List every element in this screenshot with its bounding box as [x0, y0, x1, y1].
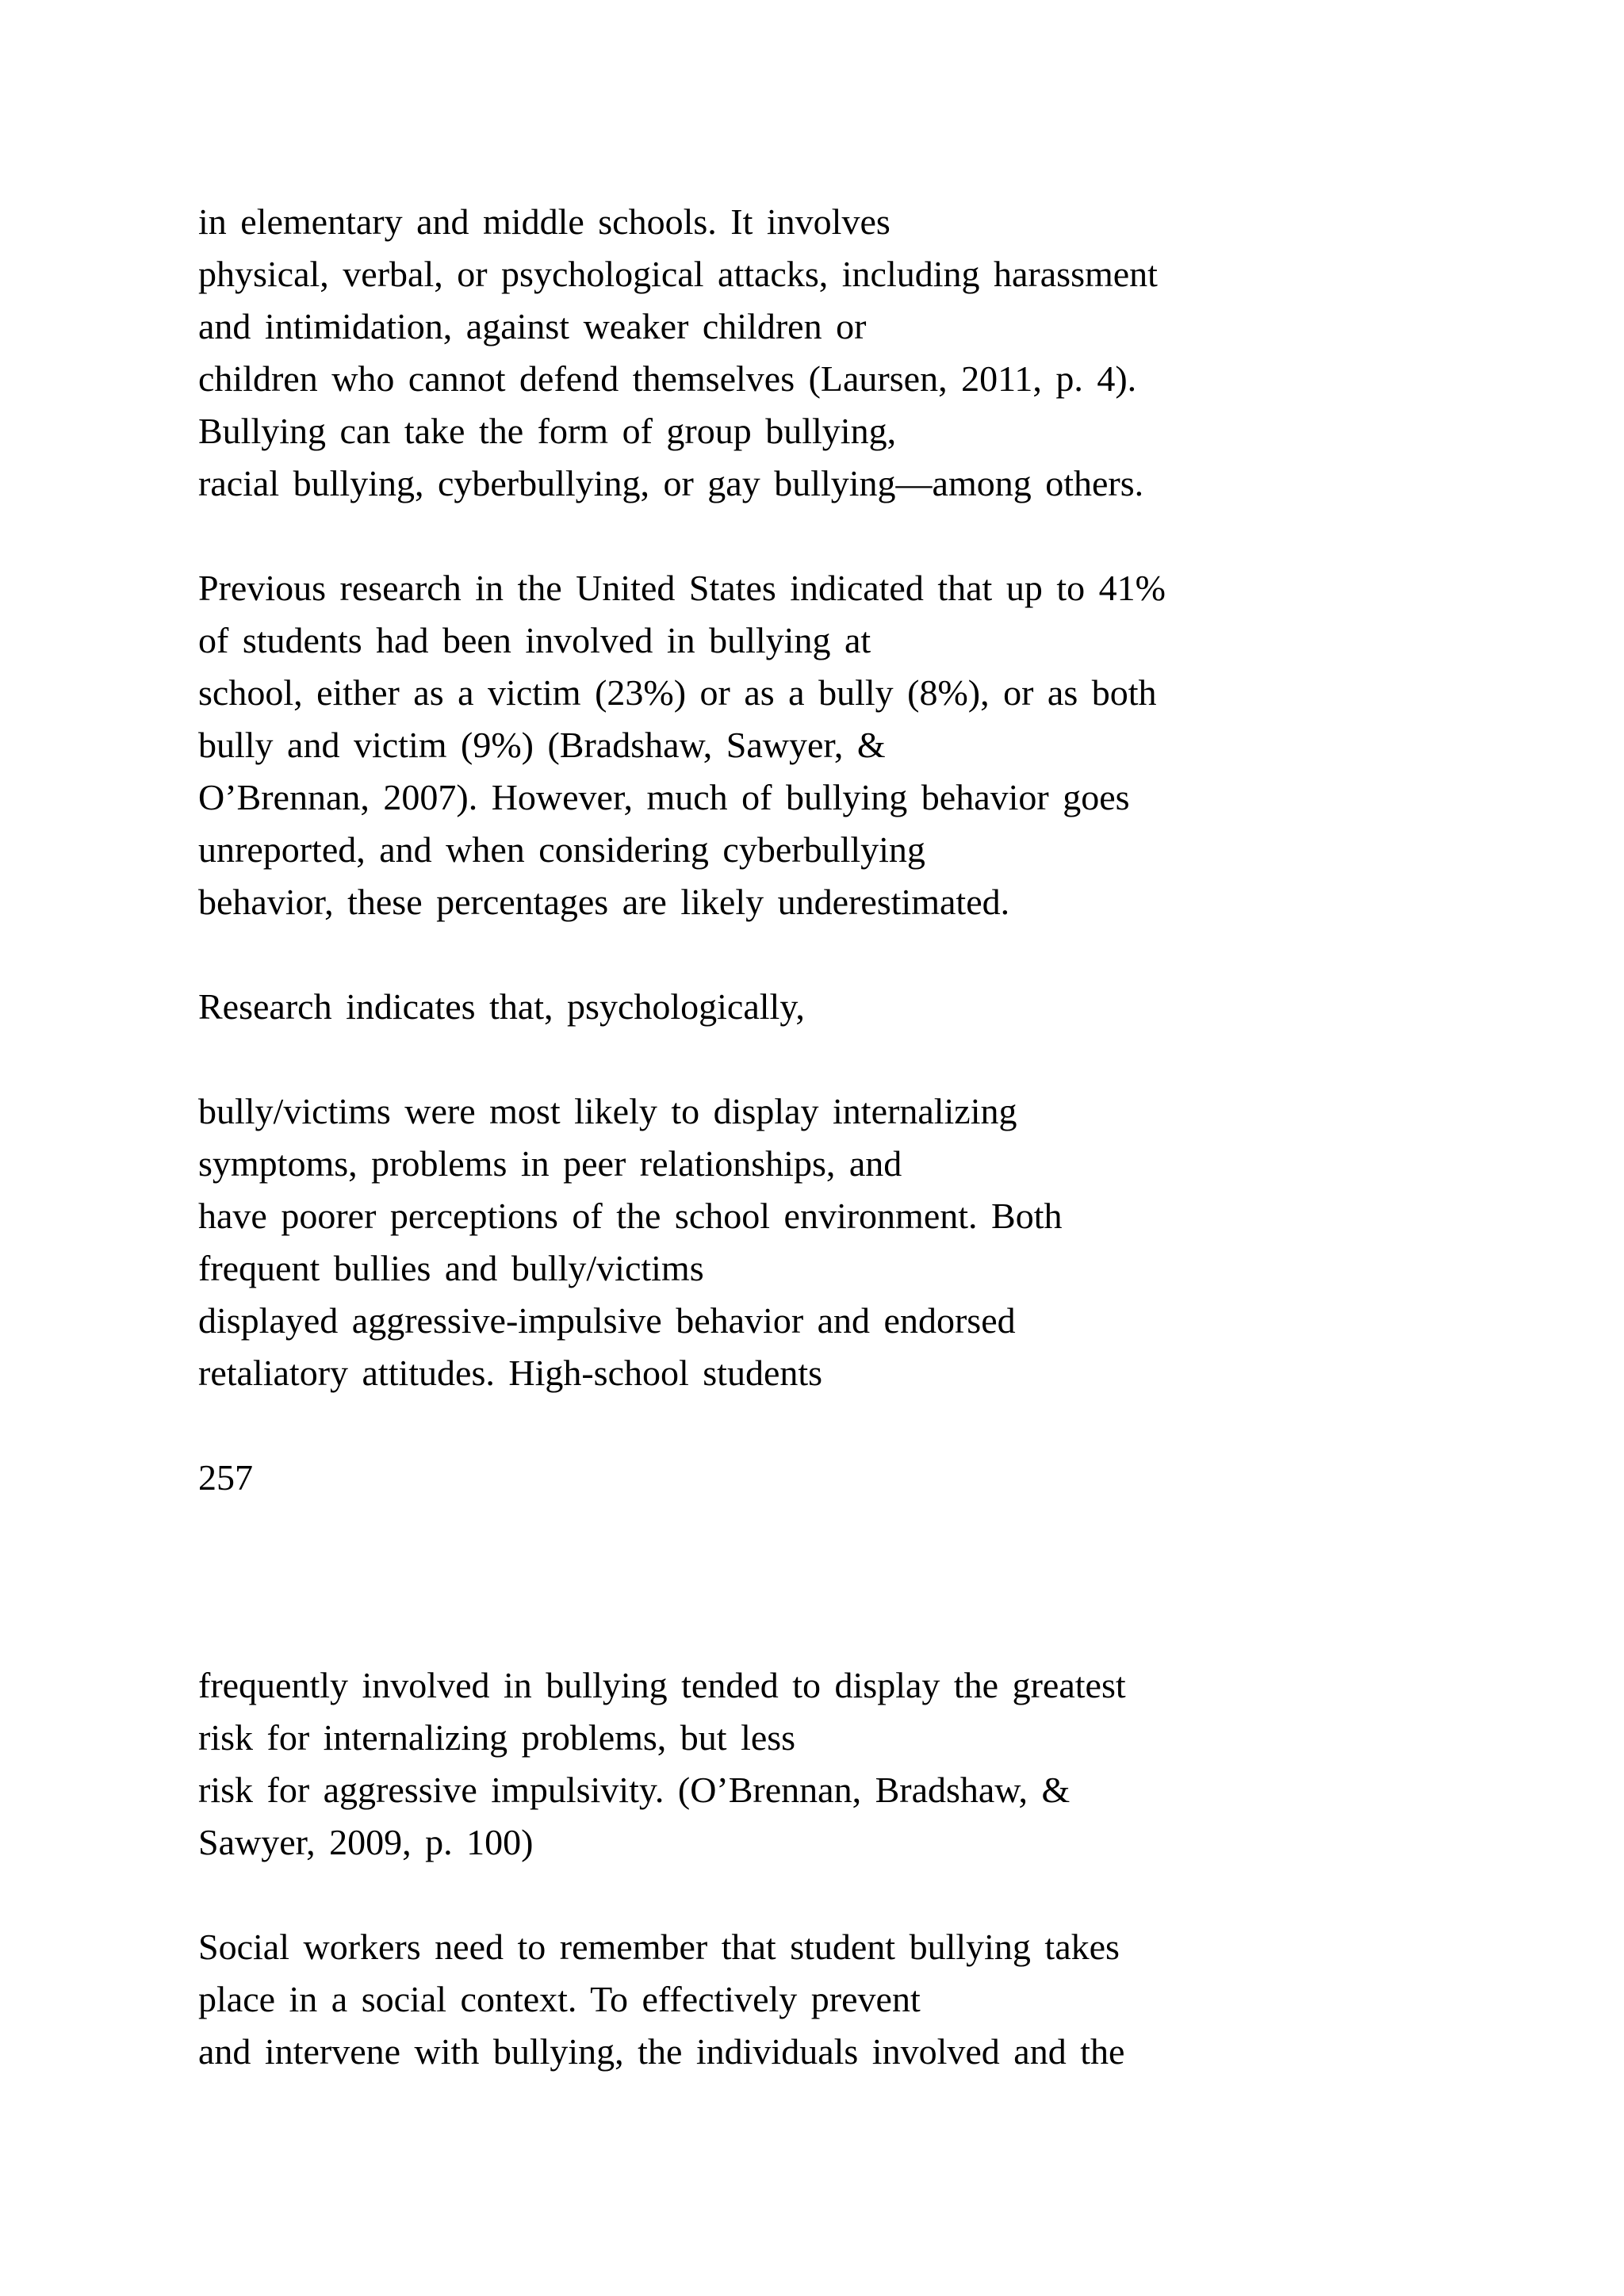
text-line: bully/victims were most likely to display internalizing — [198, 1091, 1017, 1131]
text-line: displayed aggressive-impulsive behavior and endorsed — [198, 1300, 1016, 1341]
text-line: bully and victim (9%) (Bradshaw, Sawyer, & — [198, 725, 886, 765]
text-line: place in a social context. To effectively prevent — [198, 1979, 921, 2019]
text-line: children who cannot defend themselves (Laursen, 2011, p. 4). — [198, 358, 1137, 399]
text-line: in elementary and middle schools. It involves — [198, 201, 891, 242]
text-line: Sawyer, 2009, p. 100) — [198, 1822, 534, 1862]
page-number: 257 — [198, 1457, 253, 1498]
text-line: physical, verbal, or psychological attacks, including harassment — [198, 254, 1158, 294]
text-line: unreported, and when considering cyberbullying — [198, 829, 925, 870]
text-line: school, either as a victim (23%) or as a bully (8%), or as both — [198, 672, 1157, 713]
text-line: Previous research in the United States indicated that up to 41% — [198, 568, 1166, 608]
text-line: symptoms, problems in peer relationships, and — [198, 1143, 902, 1184]
text-line: behavior, these percentages are likely underestimated. — [198, 882, 1010, 922]
text-line: Social workers need to remember that student bullying takes — [198, 1927, 1120, 1967]
text-line: frequently involved in bullying tended to display the greatest — [198, 1665, 1126, 1705]
text-line: Bullying can take the form of group bullying, — [198, 411, 897, 451]
text-line: of students had been involved in bullying at — [198, 620, 871, 660]
text-line: O’Brennan, 2007). However, much of bullying behavior goes — [198, 777, 1130, 817]
text-line: and intervene with bullying, the individuals involved and the — [198, 2031, 1125, 2072]
text-line: frequent bullies and bully/victims — [198, 1248, 704, 1288]
text-line: racial bullying, cyberbullying, or gay bullying—among others. — [198, 463, 1144, 503]
text-line: risk for aggressive impulsivity. (O’Brennan, Bradshaw, & — [198, 1770, 1071, 1810]
text-line: and intimidation, against weaker children or — [198, 306, 867, 346]
text-line: have poorer perceptions of the school environment. Both — [198, 1196, 1063, 1236]
text-line: risk for internalizing problems, but less — [198, 1717, 796, 1758]
text-line: Research indicates that, psychologically, — [198, 986, 805, 1027]
text-line: retaliatory attitudes. High-school students — [198, 1353, 823, 1393]
